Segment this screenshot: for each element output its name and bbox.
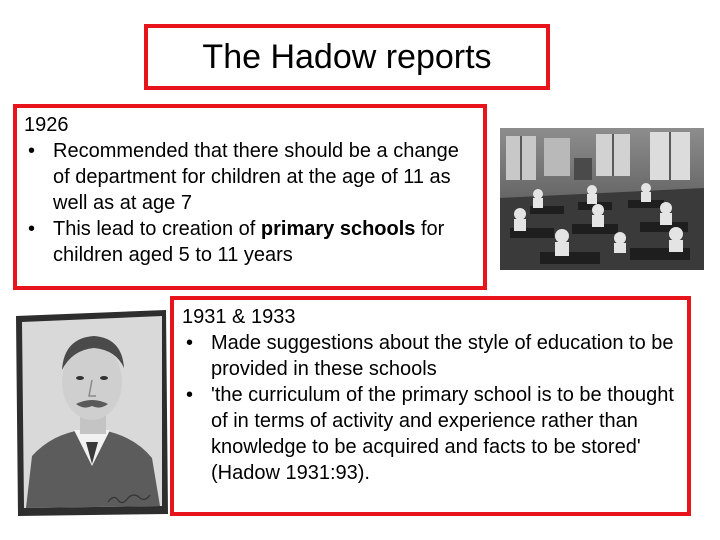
bullet-item [24, 138, 475, 216]
bullet-item [182, 382, 681, 486]
bullet-list-1931 [182, 330, 681, 486]
year-1931-1933: 1931 & 1933 [182, 306, 296, 328]
bullet-item [24, 216, 475, 268]
title-box [144, 24, 550, 90]
bullet-item [182, 330, 681, 382]
bullet-list-1926 [24, 138, 475, 268]
section-1926 [13, 104, 487, 290]
bullet-text: Made suggestions about the style of education to be provided in these schools [211, 332, 674, 380]
bullet-text: for children aged 5 to 11 years [53, 218, 445, 266]
bold-term: primary schools [260, 218, 416, 240]
page-title: The Hadow reports [202, 38, 492, 76]
section-1931 [170, 296, 691, 516]
classroom-photo [500, 128, 704, 270]
bullet-text: 'the curriculum of the primary school is to be thought of in terms of activity and experience rather than knowledge to be acquired and facts to be stored' (Hadow 1931:93). [211, 384, 674, 484]
year-1926: 1926 [24, 114, 69, 136]
bullet-text: This lead to creation of [53, 218, 261, 240]
bullet-text: Recommended that there should be a change of department for children at the age of 11 as well as at age 7 [53, 140, 459, 214]
portrait-photo [12, 306, 170, 518]
